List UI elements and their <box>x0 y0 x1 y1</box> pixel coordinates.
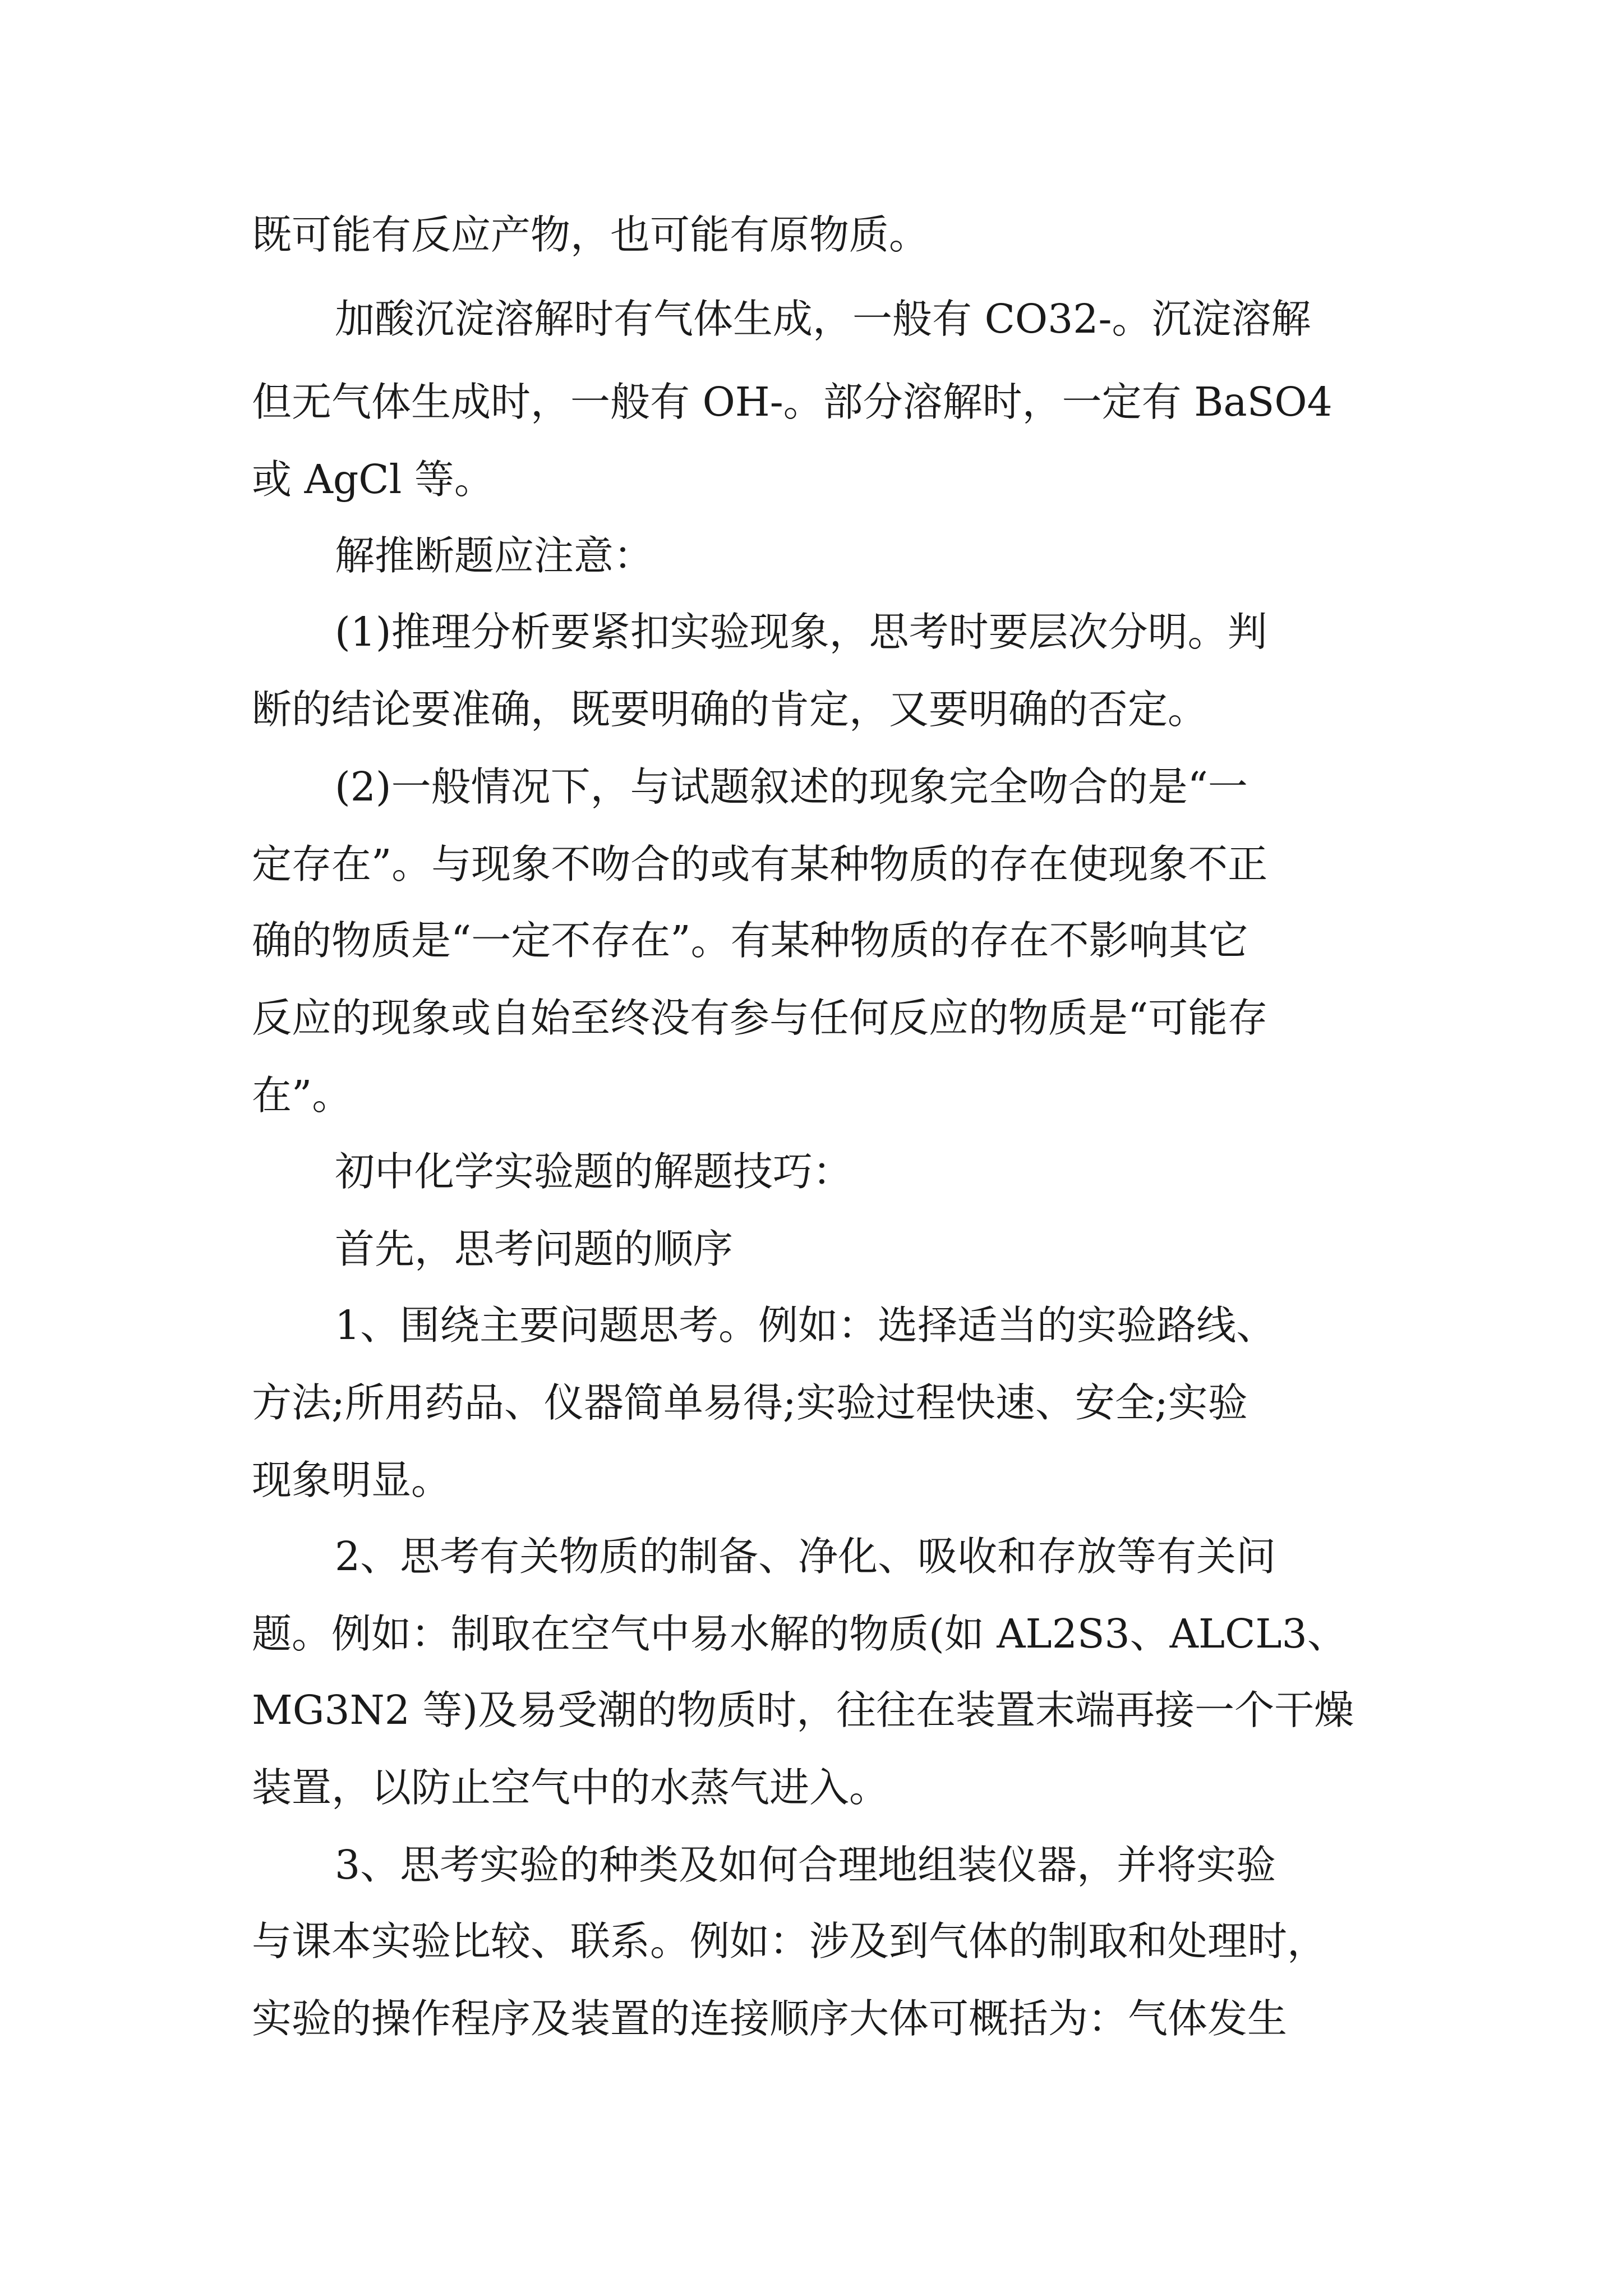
text-line: 但无气体生成时，一般有 OH-。部分溶解时，一定有 BaSO4 <box>252 379 1332 425</box>
text-line: (2)一般情况下，与试题叙述的现象完全吻合的是“一 <box>335 763 1248 810</box>
text-line: 2、思考有关物质的制备、净化、吸收和存放等有关问 <box>335 1533 1276 1580</box>
text-line: 或 AgCl 等。 <box>252 456 494 503</box>
text-line: 既可能有反应产物，也可能有原物质。 <box>252 211 929 258</box>
text-line: 确的物质是“一定不存在”。有某种物质的存在不影响其它 <box>252 917 1248 964</box>
text-line: 与课本实验比较、联系。例如：涉及到气体的制取和处理时， <box>252 1918 1327 1964</box>
text-line: 加酸沉淀溶解时有气体生成，一般有 CO32-。沉淀溶解 <box>335 296 1311 342</box>
text-line: 题。例如：制取在空气中易水解的物质(如 AL2S3、ALCL3、 <box>252 1611 1347 1657</box>
text-line: 实验的操作程序及装置的连接顺序大体可概括为：气体发生 <box>252 1995 1288 2042</box>
text-line: 3、思考实验的种类及如何合理地组装仪器，并将实验 <box>335 1842 1276 1888</box>
text-line: 1、围绕主要问题思考。例如：选择适当的实验路线、 <box>335 1302 1276 1349</box>
text-line: 方法;所用药品、仪器简单易得;实验过程快速、安全;实验 <box>252 1379 1248 1426</box>
text-line: 定存在”。与现象不吻合的或有某种物质的存在使现象不正 <box>252 841 1268 887</box>
text-line: 解推断题应注意： <box>335 532 654 579</box>
text-line: 在”。 <box>252 1072 352 1119</box>
text-line: (1)推理分析要紧扣实验现象，思考时要层次分明。判 <box>335 609 1267 655</box>
text-line: MG3N2 等)及易受潮的物质时，往往在装置末端再接一个干燥 <box>252 1687 1354 1733</box>
text-line: 首先，思考问题的顺序 <box>335 1226 734 1272</box>
text-line: 断的结论要准确，既要明确的肯定，又要明确的否定。 <box>252 686 1208 733</box>
text-line: 现象明显。 <box>252 1457 451 1503</box>
text-line: 装置，以防止空气中的水蒸气进入。 <box>252 1764 889 1811</box>
text-line: 反应的现象或自始至终没有参与任何反应的物质是“可能存 <box>252 995 1268 1041</box>
text-line: 初中化学实验题的解题技巧： <box>335 1148 853 1195</box>
